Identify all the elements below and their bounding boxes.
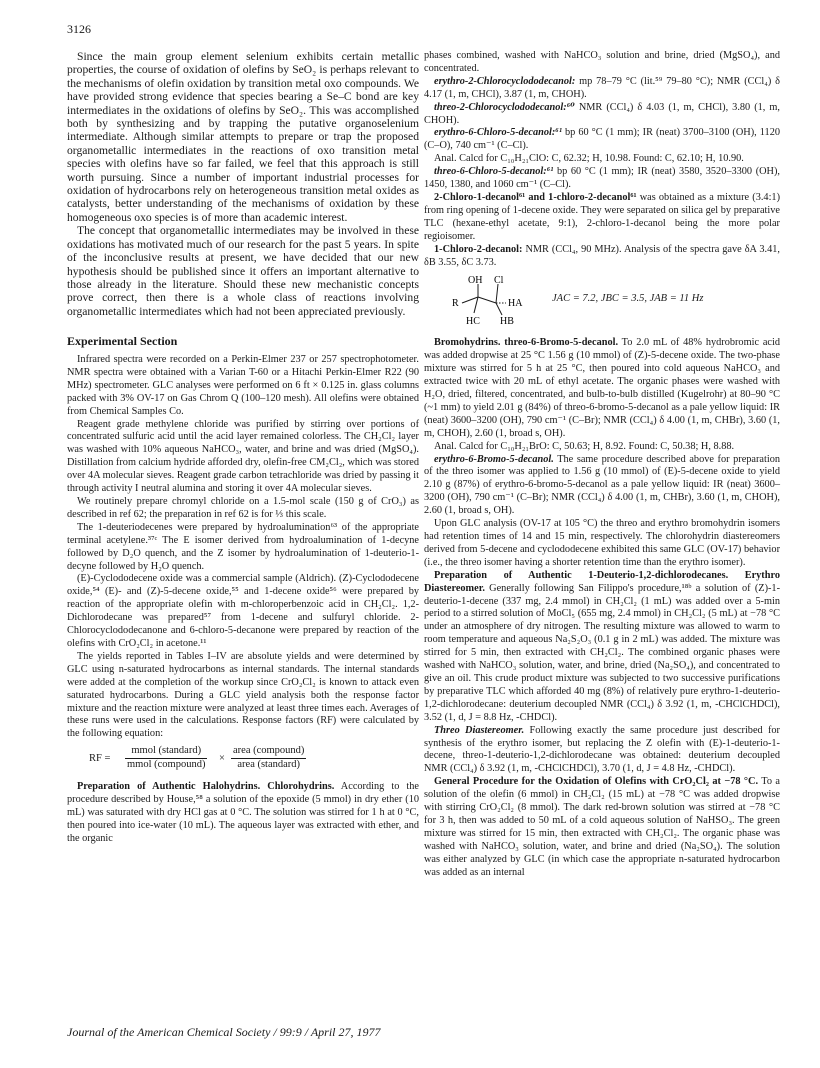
erythro-chlorocyclododecanol-text: mp 78–79 °C (lit.⁵⁹ 79–80 °C); NMR (CCl₄) δ 4.17 (1, m, CHCl), 3.87 (1, m, CHOH). [424,75,780,100]
coupling-constants: JAC = 7.2, JBC = 3.5, JAB = 11 Hz [552,293,704,305]
anal-bromodecanol: Anal. Calcd for C₁₀H₂₁BrO: C, 50.63; H, 8.92. Found: C, 50.38; H, 8.88. [434,440,735,452]
erythro-bromodecanol [424,454,780,519]
erythro-diastereomer-heading: Preparation of Authentic 1-Deuterio-1,2-dichlorodecanes. Erythro Diastereomer. [424,569,780,594]
experimental-paragraph-5: (E)-Cyclododecene oxide was a commercial sample (Aldrich). (Z)-Cyclododecene oxide,⁵⁴ (E)- and (Z)-5-decene oxide,⁵⁵ and 1-decene oxide⁵⁶ were prepared by reaction of the appropriate olefin with m-chloroperbenzoic acid in CH₂Cl₂. 1,2-Dichlorodecane was prepared⁵⁷ from 1-decene and sulfuryl chloride. 2-Chlorocyclododecanone and 6-chloro-5-decanone were prepared by reaction of the olefins with CrO₂Cl₂ in acetone.¹¹ [67,573,419,649]
page-number: 3126 [67,22,91,36]
threo-chlorocyclododecanol-heading: threo-2-Chlorocyclododecanol:⁶⁰ [434,101,575,113]
experimental-paragraph-6: The yields reported in Tables I–IV are absolute yields and were determined by GLC using n-saturated hydrocarbons as internal standards. The internal standards were added at the completion of the workup since CrO₂Cl₂ is known to attack even saturated hydrocarbons. During a GLC yield analysis both the response factor mixture and the reaction mixture were analyzed at least three times each. Averages of these runs were used in the calculations. Response factors (RF) were calculated by the following equation: [67,650,419,740]
experimental-paragraph-2: Reagent grade methylene chloride was purified by stirring over portions of concentrated sulfuric acid until the acid layer remained colorless. The CH₂Cl₂ layer was washed with 10% aqueous NaHCO₃, water, and brine and was dried (MgSO₄). Distillation from calcium hydride afforded dry, olefin-free CM₂Cl₂, which was stored over 4A molecular sieves. Reagent grade carbon tetrachloride was dried by passing it through activity I neutral alumina and storing it over 4A molecular sieves. [67,418,419,495]
rf-times: × [219,753,225,765]
threo-chlorodecanol [424,166,780,192]
experimental-paragraph-1: Infrared spectra were recorded on a Perkin-Elmer 237 or 257 spectrophotometer. NMR spectra were obtained with a Varian T-60 or a Hitachi Perkin-Elmer R22 (90 MHz) spectrometer. GLC analyses were performed on 6 ft × 0.125 in. glass columns packed with 3% OV-17 on Gas Chrom Q (100–120 mesh). All olefins were obtained from Chemical Samples Co. [67,354,419,417]
experimental-paragraph-4: The 1-deuteriodecenes were prepared by hydroalumination⁶³ of the appropriate terminal acetylene.³⁷ᶜ The E isomer derived from hydroalumination of 1-decyne followed by D₂O quench, and the Z isomer by hydroalumination of 1-deuterio-1-decyne followed by H₂O quench. [67,521,419,572]
halohydrin-heading: Preparation of Authentic Halohydrins. Chlorohydrins. [77,781,335,793]
erythro-diastereomer [424,570,780,725]
erythro-chlorodecanol [424,127,780,153]
erythro-chlorodecanol-text: bp 60 °C (1 mm); IR (neat) 3700–3100 (OH), 1120 (C–O), 740 cm⁻¹ (C–Cl). [424,127,780,152]
rf-denominator-1: mmol (compound) [127,759,206,771]
right-column [424,50,780,879]
erythro-chlorocyclododecanol-heading: erythro-2-Chlorocyclododecanol: [434,75,576,87]
threo-bromodecanol [424,337,780,440]
rf-numerator-2: area (compound) [231,745,306,759]
chemical-structure [424,273,780,331]
chloro-2-decanol-heading: 1-Chloro-2-decanol: [434,243,523,255]
hc-label: HC [466,316,480,328]
erythro-bromodecanol-heading: erythro-6-Bromo-5-decanol. [434,453,554,465]
structure-drawing [444,273,554,331]
journal-footer: Journal of the American Chemical Society / 99:9 / April 27, 1977 [67,1025,381,1039]
oh-label: OH [468,275,483,287]
cl-label: Cl [494,275,504,287]
halohydrin-text: According to the procedure described by House,⁵⁸ a solution of the epoxide (5 mmol) in dry ether (10 mL) was saturated with dry HCl gas at 0 °C. The solution was stirred for 1 h at 0 °C, then poured into ice-water (10 mL). The aqueous layer was extracted with ether, and the organic [67,781,419,844]
general-procedure [424,776,780,879]
erythro-chlorocyclododecanol [424,76,780,102]
chloro-2-decanol-nmr [424,244,780,270]
threo-chlorocyclododecanol-text: NMR (CCl₄) δ 4.03 (1, m, CHCl), 3.80 (1, m, CHOH). [424,101,780,126]
rf-label: RF = [89,753,111,765]
glc-analysis: Upon GLC analysis (OV-17 at 105 °C) the threo and erythro bromohydrin isomers had retention times of 14 and 15 min, respectively. The chlorohydrin diastereomers derived from 5-decene and cyclododecene exhibited this same GLC (OV-17) behavior (i.e., the threo isomer having a shorter retention time than the erythro isomer). [424,518,780,568]
rf-fraction-1 [125,745,207,772]
threo-diastereomer-text: Following exactly the same procedure just described for synthesis of the erythro isomer, but replacing the Z olefin with (E)-1-deuterio-1-decene, threo-1-deuterio-1,2-dichlorodecane was obtained: deuterium decoupled NMR (CCl₄) δ 3.92 (1, m, -CHClCHDCl), 3.70 (1, d, J = 4.8 Hz, -CHDCl). [424,724,780,775]
erythro-chlorodecanol-heading: erythro-6-Chloro-5-decanol:⁶¹ [434,127,562,139]
chloro-2-decanol-text: NMR (CCl₄, 90 MHz). Analysis of the spectra gave δA 3.41, δB 3.55, δC 3.73. [424,243,780,268]
rf-denominator-2: area (standard) [237,759,301,771]
general-procedure-heading: General Procedure for the Oxidation of Olefins with CrO₂Cl₂ at −78 °C. [434,776,759,788]
hb-label: HB [500,316,514,328]
ha-label: HA [508,298,523,310]
intro-paragraph-2: The concept that organometallic intermediates may be involved in these oxidations has motivated much of our research for the past 5 years. In spite of the inconclusive results at present, we have decided that our new hypothesis should be published since it offers an important alternative to those already in the literature. Should these new mechanistic concepts prove correct, then there is a whole class of reactions involving organometallic intermediates which had not been appreciated previously. [67,224,419,318]
threo-chlorocyclododecanol [424,102,780,128]
anal-chlorodecanol: Anal. Calcd for C₁₀H₂₁ClO: C, 62.32; H, 10.98. Found: C, 62.10; H, 10.90. [434,153,744,165]
section-heading: Experimental Section [67,334,178,349]
bromohydrins-heading: Bromohydrins. threo-6-Bromo-5-decanol. [434,337,619,349]
chlorodecanol-mixture-text: was obtained as a mixture (3.4:1) from ring opening of 1-decene oxide. They were separated on silica gel by preparative TLC (hexane-ethyl acetate, 9:1), 2-chloro-1-decanol being the more polar regioisomer. [424,191,781,242]
chlorodecanol-mixture [424,192,780,244]
threo-diastereomer [424,725,780,777]
threo-chlorodecanol-heading: threo-6-Chloro-5-decanol:⁶¹ [434,166,554,178]
r-label: R [452,298,459,310]
threo-diastereomer-heading: Threo Diastereomer. [434,724,525,736]
threo-chlorodecanol-text: bp 60 °C (1 mm); IR (neat) 3580, 3520–3300 (OH), 1450, 1380, and 1060 cm⁻¹ (C–Cl). [424,166,780,191]
experimental-paragraph-3: We routinely prepare chromyl chloride on a 1.5-mol scale (150 g of CrO₃) as described in ref 62; the preparation in ref 62 is for ⅓ this scale. [67,496,419,520]
left-column [67,50,419,846]
erythro-diastereomer-text: Generally following San Filippo's procedure,¹⁸ᵇ a solution of (Z)-1-deuterio-1-decene (337 mg, 2.4 mmol) in CH₂Cl₂ (1 mL) was added over a 5-min period to a stirred solution of MoCl₅ (655 mg, 2.4 mmol) in CH₂Cl₂ (5 mL) at −78 °C under an atmosphere of dry nitrogen. The resulting mixture was allowed to warm to room temperature and aqueous Na₂S₂O₃ (0.1 g in 2 mL) was added. The mixture was stirred for 5 min, then extracted with CH₂Cl₂. The combined organic phases were washed with NaHCO₃ solution, water, and brine, dried (Na₂SO₄), and concentrated to give an oil. This crude product mixture was subjected to two successive purifications by preparative TLC which afforded 40 mg (8%) of relatively pure erythro-1-deuterio-1,2-dichlorodecane: deuterium decoupled NMR (CCl₄) δ 3.92 (1, m, -CHClCHDCl), 3.52 (1, d, J = 8.8 Hz, -CHDCl). [424,582,780,723]
threo-bromodecanol-text: To 2.0 mL of 48% hydrobromic acid was added dropwise at 25 °C 1.56 g (10 mmol) of (Z)-5-decene oxide. The two-phase mixture was stirred for 5 h at 25 °C, then poured into cold aqueous NaHCO₃ and extracted twice with 20 mL of ethyl acetate. The organic phases were washed with H₂O, dried, filtered, concentrated, and bulb-to-bulb distilled (Kugelrohr) at 80–90 °C (~1 mm) to yield 2.01 g (84%) of threo-6-bromo-5-decanol as a pale yellow liquid: IR (neat) 3600–3200 (OH), 790 cm⁻¹ (C–Br); NMR (CCl₄) δ 4.00 (1, m, CHBr), 3.60 (1, m, CHOH), 2.60 (1, broad s, OH). [424,337,780,439]
general-procedure-text: To a solution of the olefin (6 mmol) in CH₂Cl₂ (15 mL) at −78 °C was added dropwise with stirring CrO₂Cl₂ (8 mmol). The dark red-brown solution was stirred at −78 °C for 3 h, then was added to 50 mL of a cold aqueous solution of NaHSO₃. The green mixture was stirred for 15 min, then extracted with CH₂Cl₂. The organic phase was washed with NaHCO₃ solution, water, and brine and dried (Na₂SO₄). The solution was either analyzed by GLC (in which case the appropriate n-saturated hydrocarbon was added as an internal [424,776,780,878]
rf-fraction-2 [231,745,306,772]
erythro-bromodecanol-text: The same procedure described above for preparation of the threo isomer was applied to 1.56 g (10 mmol) of (E)-5-decene oxide to yield 2.10 g (87%) of erythro-6-bromo-5-decanol as a pale yellow liquid: IR (neat) 3600–3200 (OH), 790 cm⁻¹ (C–Br); NMR (CCl₄) δ 4.00 (1, m, CHBr), 3.60 (1, m, CHOH), 2.60 (1, broad s, OH). [424,453,780,517]
chlorodecanol-mixture-heading: 2-Chloro-1-decanol⁶¹ and 1-chloro-2-decanol⁶¹ [434,191,637,203]
rf-numerator-1: mmol (standard) [125,745,207,759]
rf-equation [67,745,419,775]
right-paragraph-1: phases combined, washed with NaHCO₃ solution and brine, dried (MgSO₄), and concentrated. [424,50,780,74]
intro-paragraph-1: Since the main group element selenium exhibits certain metallic properties, the course of oxidation of olefins by SeO₂ is perhaps relevant to the mechanisms of olefin oxidation by transition metal oxo compounds. We have provided strong evidence that species bearing a Se–C bond are key intermediates in the oxidations of olefins by SeO₂. This was accomplished both by synthesizing and by trapping the putative organoselenium intermediate. Although similar attempts to prepare or trap the proposed organometallic intermediates in the reactions of oxo transition metal species with olefins have so far failed, we feel that this approach is still worth pursuing. Since a number of important industrial processes for oxidation of hydrocarbons rely on heterogeneous transition metal oxides as catalysts, better understanding of the mechanisms of oxidation by these homogeneous oxo species is of more than academic interest. [67,50,419,224]
halohydrin-paragraph [67,781,419,846]
